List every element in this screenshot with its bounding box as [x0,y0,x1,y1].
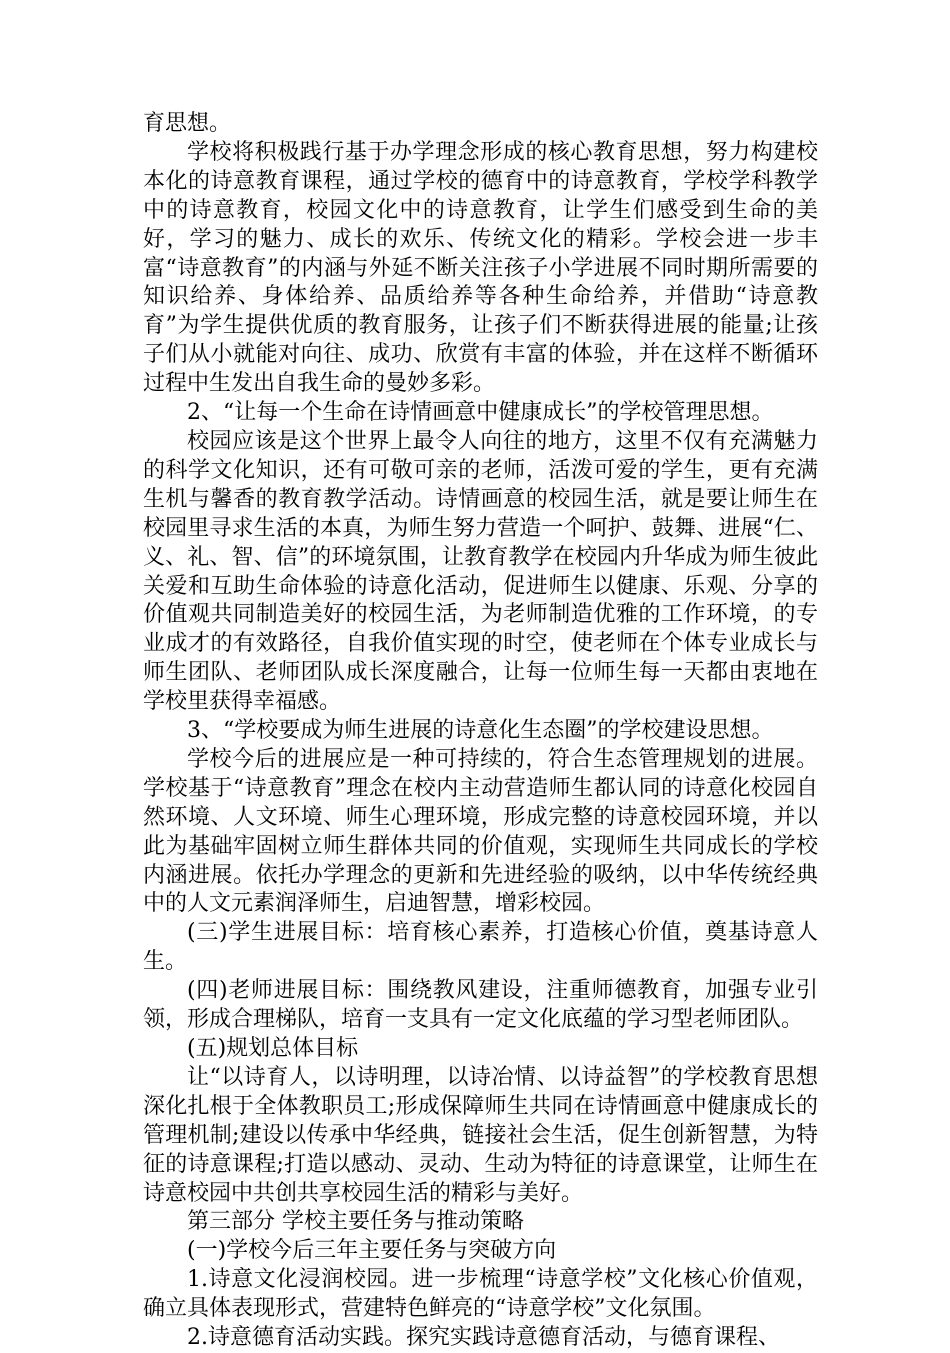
document-page [143,110,818,1353]
paragraph-9: (五)规划总体目标 [187,1036,359,1061]
paragraph-6: 学校今后的进展应是一种可持续的，符合生态管理规划的进展。学校基于“诗意教育”理念在校内主动营造师生都认同的诗意化校园自然环境、人文环境、师生心理环境，形成完整的诗意校园环境，并以此为基础牢固树立师生群体共同的价值观，实现师生共同成长的学校内涵进展。依托办学理念的更新和先进经验的吸纳，以中华传统经典中的人文元素润泽师生，启迪智慧，增彩校园。 [143,746,818,917]
paragraph-5: 3、“学校要成为师生进展的诗意化生态圈”的学校建设思想。 [187,718,774,744]
paragraph-7: (三)学生进展目标：培育核心素养，打造核心价值，奠基诗意人生。 [143,920,818,975]
paragraph-11: 第三部分 学校主要任务与推动策略 [187,1209,524,1235]
paragraph-1: 育思想。 [143,111,232,136]
paragraph-13: 1.诗意文化浸润校园。进一步梳理“诗意学校”文化核心价值观，确立具体表现形式，营建特色鲜亮的“诗意学校”文化氛围。 [143,1267,818,1322]
paragraph-2: 学校将积极践行基于办学理念形成的核心教育思想，努力构建校本化的诗意教育课程，通过学校的德育中的诗意教育，学校学科教学中的诗意教育，校园文化中的诗意教育，让学生们感受到生命的美好，学习的魅力、成长的欢乐、传统文化的精彩。学校会进一步丰富“诗意教育”的内涵与外延不断关注孩子小学进展不同时期所需要的知识给养、身体给养、品质给养等各种生命给养，并借助“诗意教育”为学生提供优质的教育服务，让孩子们不断获得进展的能量;让孩子们从小就能对向往、成功、欣赏有丰富的体验，并在这样不断循环过程中生发出自我生命的曼妙多彩。 [143,139,818,397]
paragraph-12: (一)学校今后三年主要任务与突破方向 [187,1238,557,1264]
paragraph-3: 2、“让每一个生命在诗情画意中健康成长”的学校管理思想。 [187,400,774,426]
paragraph-4: 校园应该是这个世界上最令人向往的地方，这里不仅有充满魅力的科学文化知识，还有可敬可亲的老师，活泼可爱的学生，更有充满生机与馨香的教育教学活动。诗情画意的校园生活，就是要让师生在校园里寻求生活的本真，为师生努力营造一个呵护、鼓舞、进展“仁、义、礼、智、信”的环境氛围，让教育教学在校园内升华成为师生彼此关爱和互助生命体验的诗意化活动，促进师生以健康、乐观、分享的价值观共同制造美好的校园生活，为老师制造优雅的工作环境，的专业成才的有效路径，自我价值实现的时空，使老师在个体专业成长与师生团队、老师团队成长深度融合，让每一位师生每一天都由衷地在学校里获得幸福感。 [143,428,818,715]
paragraph-14: 2.诗意德育活动实践。探究实践诗意德育活动，与德育课程、 [187,1325,780,1351]
paragraph-8: (四)老师进展目标：围绕教风建设，注重师德教育，加强专业引领，形成合理梯队，培育一支具有一定文化底蕴的学习型老师团队。 [143,978,818,1033]
paragraph-10: 让“以诗育人，以诗明理，以诗冶情、以诗益智”的学校教育思想深化扎根于全体教职员工;形成保障师生共同在诗情画意中健康成长的管理机制;建设以传承中华经典，链接社会生活，促生创新智慧，为特征的诗意课程;打造以感动、灵动、生动为特征的诗意课堂，让师生在诗意校园中共创共享校园生活的精彩与美好。 [143,1064,818,1206]
